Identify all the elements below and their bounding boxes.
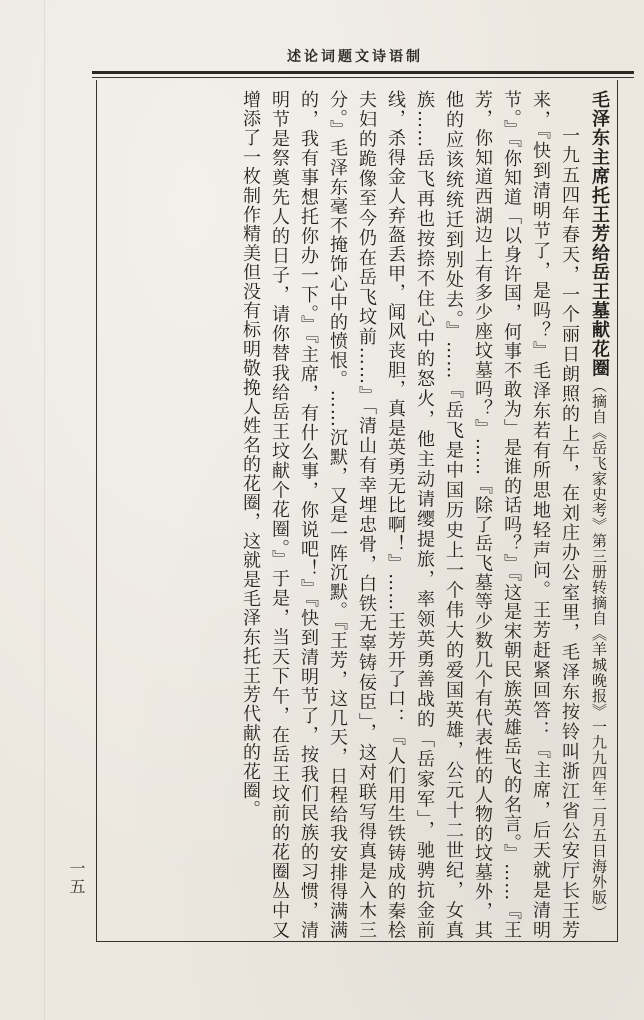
article-body: 一九五四年春天，一个丽日朗照的上午，在刘庄办公室里，毛泽东按铃叫浙江省公安厅长王芳来，『快到清明节了，是吗？』毛泽东若有所思地轻声问。王芳赶紧回答：『主席，后天就是清明节。』『你知道「以身许国，何事不敢为」是谁的话吗？』『这是宋朝民族英雄岳飞的名言。』……『王芳，你知道西湖边上有多少座坟墓吗？』……『除了岳飞墓等少数几个有代表性的人物的坟墓外，其他的应该统统迁到别处去。』……『岳飞是中国历史上一个伟大的爱国英雄，公元十二世纪，女真族……岳飞再也按捺不住心中的怒火，他主动请缨提旅，率领英勇善战的「岳家军」，驰骋抗金前线，杀得金人弃盔丢甲，闻风丧胆，真是英勇无比啊！』……王芳开了口：『人们用生铁铸成的秦桧夫妇的跪像至今仍在岳飞坟前……』「清山有幸埋忠骨，白铁无辜铸佞臣」，这对联写得真是入木三分。』毛泽东毫不掩饰心中的愤恨。……沉默，又是一阵沉默。『王芳，这几天，日程给我安排得满满的，我有事想托你办一下。』『主席，有什么事，你说吧！』『快到清明节了，按我们民族的习惯，清明节是祭奠先人的日子，请你替我给岳王坟献个花圈。』于是，当天下午，在岳王坟前的花圈丛中又增添了一枚制作精美但没有标明敬挽人姓名的花圈，这就是毛泽东托王芳代献的花圈。 — [240, 90, 580, 940]
article-heading — [584, 90, 614, 940]
vertical-text-block — [184, 90, 614, 940]
article-title: 毛泽东主席托王芳给岳王墓献花圈 — [589, 90, 610, 378]
header-rule-thick — [92, 71, 634, 74]
header-rule-thin — [92, 77, 634, 78]
article — [184, 90, 614, 940]
page-number: 一五 — [67, 860, 86, 896]
article-source: （摘自《岳飞家史考》第三册转摘自《羊城晚报》一九九四年二月五日海外版） — [590, 378, 608, 921]
margin-shadow — [44, 0, 45, 1020]
running-head: 述论词题文诗语制 — [287, 49, 423, 65]
